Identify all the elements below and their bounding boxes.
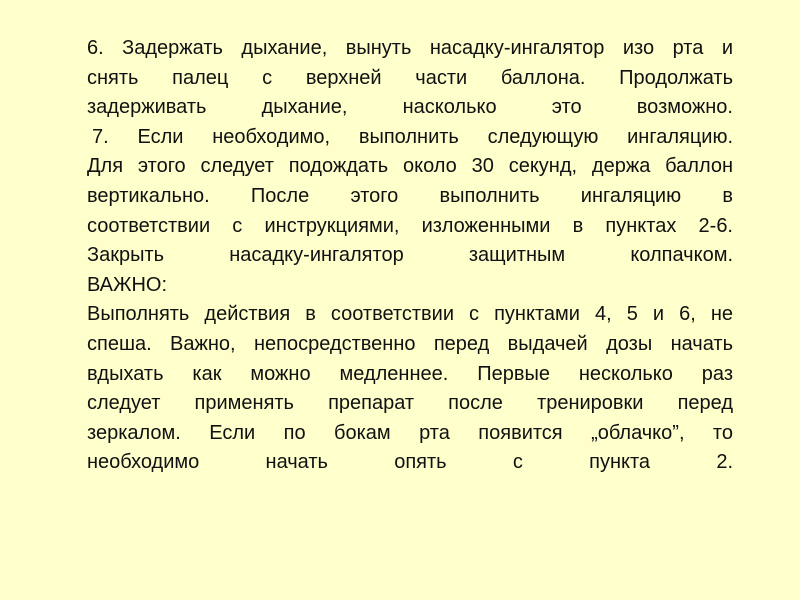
text-line-10: Выполнять действия в соответствии с пунктами 4, 5 и 6, не <box>87 303 733 326</box>
text-line-1: 6. Задержать дыхание, вынуть насадку-ингалятор изо рта и <box>87 37 733 59</box>
text-line-2: снять палец с верхней части баллона. Продолжать <box>87 66 733 89</box>
text-line-14: зеркалом. Если по бокам рта появится „облачко”, то <box>87 421 733 444</box>
text-line-13: следует применять препарат после тренировки перед <box>87 392 733 415</box>
text-line-6: вертикально. После этого выполнить ингаляцию в <box>87 184 733 207</box>
important-heading: ВАЖНО: <box>87 273 168 296</box>
text-line-4: 7. Если необходимо, выполнить следующую ингаляцию. <box>92 125 733 148</box>
text-line-8: Закрыть насадку-ингалятор защитным колпачком. <box>87 244 733 267</box>
text-line-12: вдыхать как можно медленнее. Первые несколько раз <box>87 362 733 385</box>
text-line-5: Для этого следует подождать около 30 секунд, держа баллон <box>87 155 733 178</box>
instruction-text <box>87 34 733 478</box>
text-line-15: необходимо начать опять с пункта 2. <box>87 451 733 474</box>
text-line-11: спеша. Важно, непосредственно перед выдачей дозы начать <box>87 332 733 355</box>
text-line-7: соответствии с инструкциями, изложенными в пунктах 2-6. <box>87 214 733 237</box>
text-line-3: задерживать дыхание, насколько это возможно. <box>87 96 733 119</box>
